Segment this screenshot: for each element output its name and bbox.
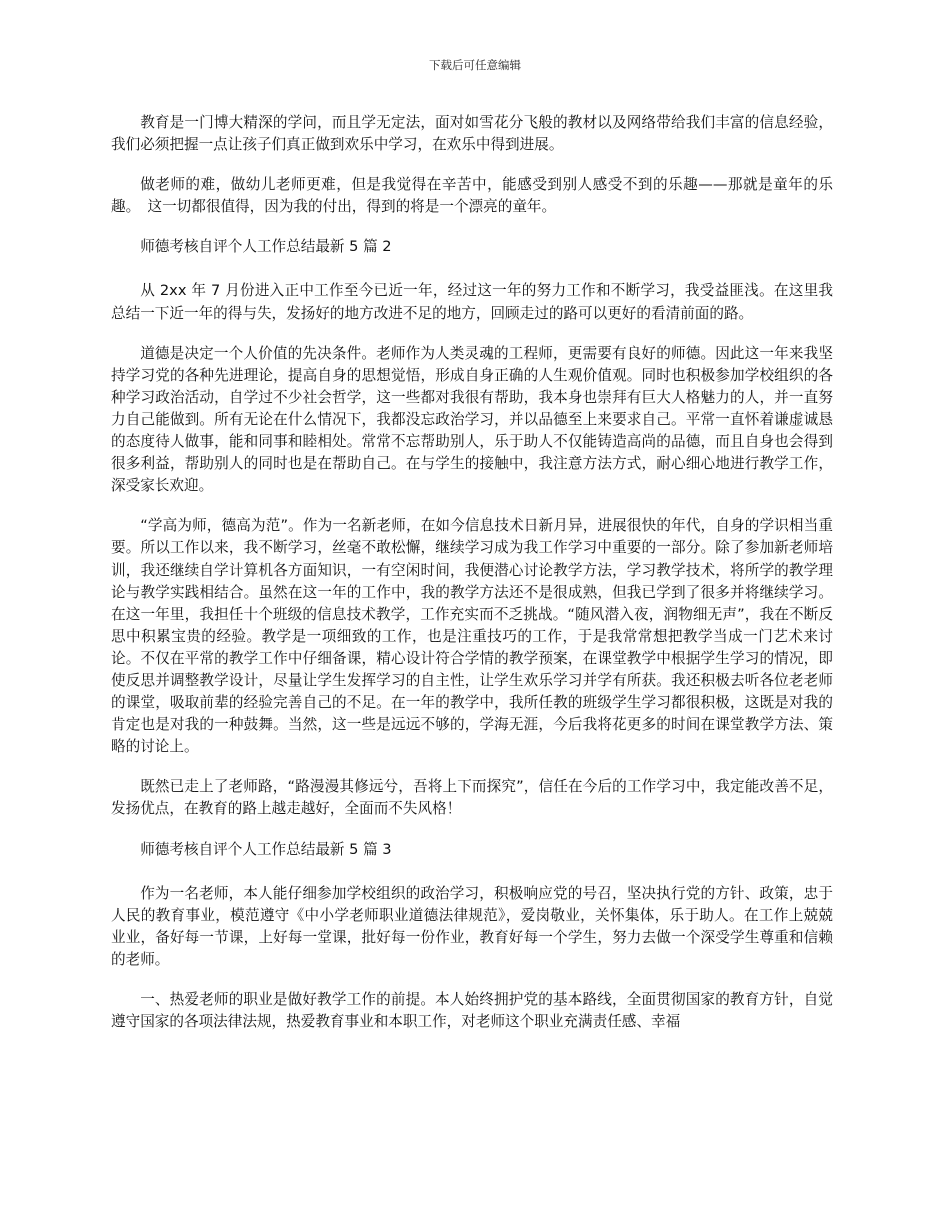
paragraph: “学高为师，德高为范”。作为一名新老师，在如今信息技术日新月异，进展很快的年代，自身的学识相当重要。所以工作以来，我不断学习，丝毫不敢松懈，继续学习成为我工作学习中重要的一部分。除了参加新老师培训，我还继续自学计算机各方面知识，一有空闲时间，我便潜心讨论教学方法，学习教学技术，将所学的教学理论与教学实践相结合。虽然在这一年的工作中，我的教学方法还不是很成熟，但我已学到了很多并将继续学习。在这一年里，我担任十个班级的信息技术教学，工作充实而不乏挑战。“随风潜入夜，润物细无声”，我在不断反思中积累宝贵的经验。教学是一项细致的工作，也是注重技巧的工作，于是我常常想把教学当成一门艺术来讨论。不仅在平常的教学工作中仔细备课，精心设计符合学情的教学预案，在课堂教学中根据学生学习的情况，即使反思并调整教学设计，尽量让学生发挥学习的自主性，让学生欢乐学习并学有所获。我还积极去听各位老老师的课堂，吸取前辈的经验完善自己的不足。在一年的教学中，我所任教的班级学生学习都很积极，这既是对我的肯定也是对我的一种鼓舞。当然，这一些是远远不够的，学海无涯，今后我将花更多的时间在课堂教学方法、策略的讨论上。: [111, 517, 833, 756]
paragraph: 教育是一门博大精深的学问，而且学无定法，面对如雪花分飞般的教材以及网络带给我们丰富的信息经验，我们必须把握一点让孩子们真正做到欢乐中学习，在欢乐中得到进展。: [111, 114, 833, 154]
paragraph: 从 2xx 年 7 月份进入正中工作至今已近一年，经过这一年的努力工作和不断学习，我受益匪浅。在这里我总结一下近一年的得与失，发扬好的地方改进不足的地方，回顾走过的路可以更好的看清前面的路。: [111, 282, 833, 322]
paragraph: 道德是决定一个人价值的先决条件。老师作为人类灵魂的工程师，更需要有良好的师德。因此这一年来我坚持学习党的各种先进理论，提高自身的思想觉悟，形成自身正确的人生观价值观。同时也积极参加学校组织的各种学习政治活动，自学过不少社会哲学，这一些都对我很有帮助，我本身也崇拜有巨大人格魅力的人，并一直努力自己能做到。所有无论在什么情况下，我都没忘政治学习，并以品德至上来要求自己。平常一直怀着谦虚诚恳的态度待人做事，能和同事和睦相处。常常不忘帮助别人，乐于助人不仅能铸造高尚的品德，而且自身也会得到很多利益，帮助别人的同时也是在帮助自己。在与学生的接触中，我注意方法方式，耐心细心地进行教学工作，深受家长欢迎。: [111, 344, 833, 495]
section-heading: 师德考核自评个人工作总结最新 5 篇 2: [140, 238, 392, 256]
page-header: 下载后可任意编辑: [429, 58, 521, 72]
document-body: [111, 112, 833, 1051]
paragraph: 作为一名老师，本人能仔细参加学校组织的政治学习，积极响应党的号召，坚决执行党的方针、政策，忠于人民的教育事业，模范遵守《中小学老师职业道德法律规范》，爱岗敬业，关怀集体，乐于助人。在工作上兢兢业业，备好每一节课，上好每一堂课，批好每一份作业，教育好每一个学生，努力去做一个深受学生尊重和信赖的老师。: [111, 884, 833, 968]
section-heading: 师德考核自评个人工作总结最新 5 篇 3: [140, 840, 392, 858]
paragraph: 既然已走上了老师路，“路漫漫其修远兮，吾将上下而探究”，信任在今后的工作学习中，我定能改善不足，发扬优点，在教育的路上越走越好，全面而不失风格！: [111, 778, 833, 818]
paragraph: 一、热爱老师的职业是做好教学工作的前提。本人始终拥护党的基本路线，全面贯彻国家的教育方针，自觉遵守国家的各项法律法规，热爱教育事业和本职工作，对老师这个职业充满责任感、幸福: [111, 991, 833, 1031]
paragraph: 做老师的难，做幼儿老师更难，但是我觉得在辛苦中，能感受到别人感受不到的乐趣——那就是童年的乐趣。 这一切都很值得，因为我的付出，得到的将是一个漂亮的童年。: [111, 176, 833, 216]
